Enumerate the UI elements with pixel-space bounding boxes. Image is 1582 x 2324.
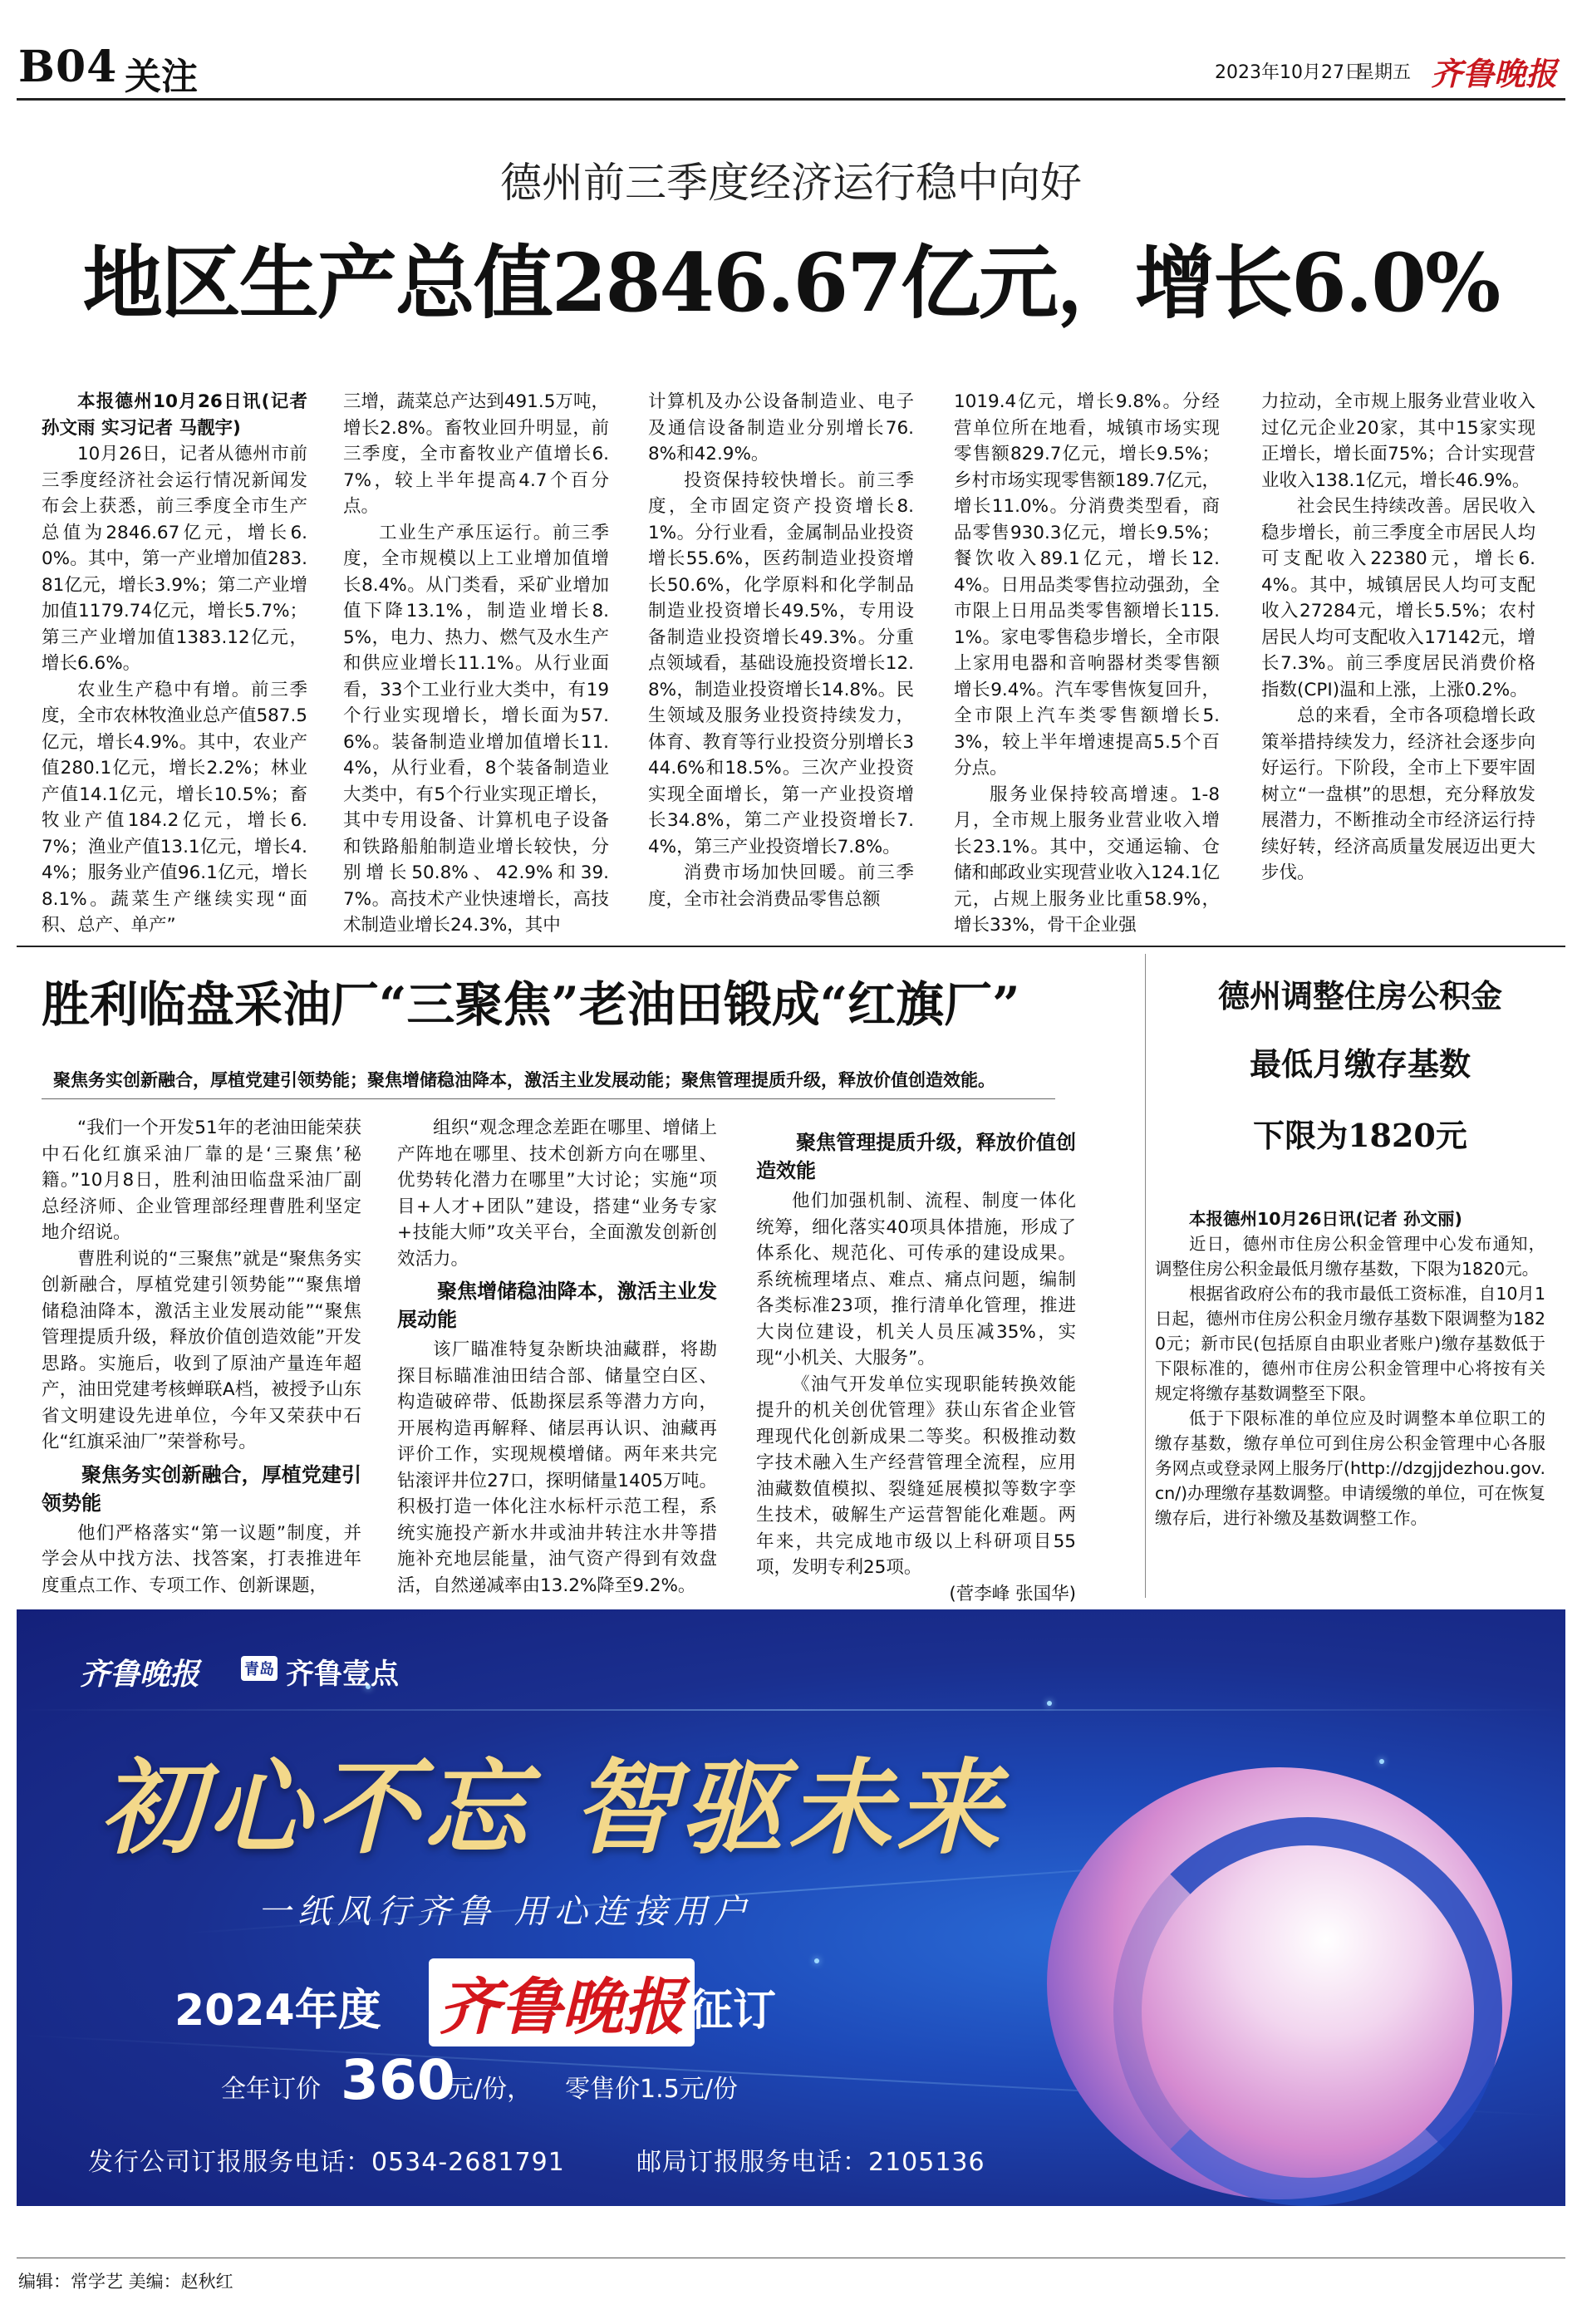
article3-byline: 本报德州10月26日讯(记者 孙文丽) <box>1189 1209 1462 1229</box>
article3-headline-line-1: 德州调整住房公积金 <box>1217 977 1502 1015</box>
article2-subheading: 聚焦增储稳油降本，激活主业发展动能 <box>397 1280 717 1331</box>
article2-column-3 <box>756 1123 1076 1607</box>
ad-logo-badge: 青岛 <box>241 1656 278 1681</box>
subscription-ad-banner <box>17 1609 1565 2206</box>
ad-slogan-sub: 一纸风行齐鲁 用心连接用户 <box>258 1893 754 1931</box>
article3-body <box>1155 1206 1545 1530</box>
article2-paragraph: 组织“观念理念差距在哪里、增储上产阵地在哪里、技术创新方向在哪里、优势转化潜力在哪里”大讨论；实施“项目+人才+团队”建设，搭建“业务专家+技能大师”攻关平台，全面激发创新创效活力。 <box>397 1118 717 1270</box>
article1-byline: 本报德州10月26日讯(记者 孙文雨 实习记者 马靓宇) <box>42 391 307 439</box>
issue-weekday: 星期五 <box>1356 62 1412 83</box>
article3-headline-line-3: 下限为1820元 <box>1253 1117 1467 1154</box>
article2-paragraph: “我们一个开发51年的老油田能荣获中石化红旗采油厂靠的是‘三聚焦’秘籍。”10月8日，胜利油田临盘采油厂副总经济师、企业管理部经理曹胜利坚定地介绍说。 <box>42 1118 361 1243</box>
article1-paragraph: 投资保持较快增长。前三季度，全市固定资产投资增长8.1%。分行业看，金属制品业投资增长55.6%，医药制造业投资增长50.6%，化学原料和化学制品制造业投资增长49.5%，专用设备制造业投资增长49.3%。分重点领域看，基础设施投资增长12.8%，制造业投资增长14.8%。民生领域及服务业投资持续发力，体育、教育等行业投资分别增长344.6%和18.5%。三次产业投资实现全面增长，第一产业投资增长34.8%，第二产业投资增长7.4%，第三产业投资增长7.8%。 <box>648 469 914 857</box>
article1-column-4 <box>954 389 1220 939</box>
article2-subheading: 聚焦务实创新融合，厚植党建引领势能 <box>42 1462 361 1515</box>
ad-price-value: 360 <box>341 2048 455 2112</box>
header-rule <box>17 98 1565 101</box>
article2-signature: (菅李峰 张国华) <box>949 1583 1076 1604</box>
ad-price-unit: 元/份， <box>449 2075 533 2104</box>
article1-kicker: 德州前三季度经济运行稳中向好 <box>500 159 1082 207</box>
masthead-logo: 齐鲁晚报 <box>1431 55 1558 92</box>
article1-paragraph: 力拉动，全市规上服务业营业收入过亿元企业20家，其中15家实现正增长，增长面75%；合计实现营业收入138.1亿元，增长46.9%。 <box>1261 391 1535 491</box>
article1-paragraph: 1019.4亿元，增长9.8%。分经营单位所在地看，城镇市场实现零售额829.7亿元，增长9.5%；乡村市场实现零售额189.7亿元，增长11.0%。分消费类型看，商品零售930.3亿元，增长9.5%；餐饮收入89.1亿元，增长12.4%。日用品类零售拉动强劲，全市限上日用品类零售额增长115.1%。家电零售稳步增长，全市限上家用电器和音响器材类零售额增长9.4%。汽车零售恢复回升，全市限上汽车类零售额增长5.3%，较上半年增速提高5.5个百分点。 <box>954 391 1220 779</box>
decorative-ring <box>1113 1817 1502 2206</box>
article1-paragraph: 农业生产稳中有增。前三季度，全市农林牧渔业总产值587.5亿元，增长4.9%。其中，农业产值280.1亿元，增长2.2%；林业产值14.1亿元，增长10.5%；畜牧业产值184.2亿元，增长6.7%；渔业产值13.1亿元，增长4.4%；服务业产值96.1亿元，增长8.1%。蔬菜生产继续实现“面积、总产、单产” <box>42 679 307 936</box>
ad-subscribe-brand: 齐鲁晚报 <box>429 1958 695 2046</box>
footer-editors: 编辑：常学艺 美编：赵秋红 <box>18 2272 233 2292</box>
article1-paragraph: 总的来看，全市各项稳增长政策举措持续发力，经济社会逐步向好运行。下阶段，全市上下要牢固树立“一盘棋”的思想，充分释放发展潜力，不断推动全市经济运行持续好转，经济高质量发展迈出更大步伐。 <box>1261 705 1535 883</box>
article1-paragraph: 消费市场加快回暖。前三季度，全市社会消费品零售总额 <box>648 862 914 910</box>
article2-paragraph: 《油气开发单位实现职能转换效能提升的机关创优管理》获山东省企业管理现代化创新成果二等奖。积极推动数字技术融入生产经营管理全流程，应用油藏数值模拟、裂缝延展模拟等数字孪生技术，破解生产运营智能化难题。两年来，共完成地市级以上科研项目55项，发明专利25项。 <box>756 1373 1076 1578</box>
ad-subscribe-suffix: 征订 <box>690 1986 777 2036</box>
article3-paragraph: 近日，德州市住房公积金管理中心发布通知，调整住房公积金最低月缴存基数，下限为1820元。 <box>1155 1234 1545 1279</box>
article2-subheading: 聚焦管理提质升级，释放价值创造效能 <box>756 1131 1076 1182</box>
ad-logo-qilu-yidian: 齐鲁壹点 <box>286 1658 399 1691</box>
article1-paragraph: 10月26日，记者从德州市前三季度经济社会运行情况新闻发布会上获悉，前三季度全市生产总值为2846.67亿元，增长6.0%。其中，第一产业增加值283.81亿元，增长3.9%；第二产业增加值1179.74亿元，增长5.7%；第三产业增加值1383.12亿元，增长6.6%。 <box>42 444 307 674</box>
article1-column-3 <box>648 389 914 912</box>
article2-paragraph: 他们加强机制、流程、制度一体化统筹，细化落实40项具体措施，形成了体系化、规范化、可传承的建设成果。系统梳理堵点、难点、痛点问题，编制各类标准23项，推行清单化管理，推进大岗位建设，机关人员压减35%，实现“小机关、大服务”。 <box>756 1191 1076 1368</box>
article1-column-2 <box>343 389 609 939</box>
article2-paragraph: 他们严格落实“第一议题”制度，并学会从中找方法、找答案，打表推进年度重点工作、专项工作、创新课题， <box>42 1522 361 1596</box>
article3-headline-line-2: 最低月缴存基数 <box>1249 1045 1471 1083</box>
article2-column-1 <box>42 1115 361 1599</box>
article1-bottom-rule <box>17 946 1565 947</box>
ad-phone-post: 邮局订报服务电话：2105136 <box>636 2148 985 2177</box>
page-code: B04 <box>18 42 118 92</box>
ad-logo-qilu-evening: 齐鲁晚报 <box>80 1657 200 1692</box>
section-label: 关注 <box>125 56 198 98</box>
article1-paragraph: 服务业保持较高增速。1-8月，全市规上服务业营业收入增长23.1%。其中，交通运输、仓储和邮政业实现营业收入124.1亿元，占规上服务业比重58.9%，增长33%，骨干企业强 <box>954 784 1220 936</box>
article1-paragraph: 计算机及办公设备制造业、电子及通信设备制造业分别增长76.8%和42.9%。 <box>648 391 914 464</box>
article2-paragraph: 曹胜利说的“三聚焦”就是“聚焦务实创新融合，厚植党建引领势能”“聚焦增储稳油降本，激活主业发展动能”“聚焦管理提质升级，释放价值创造效能”开发思路。实施后，收到了原油产量连年超产，油田党建考核蝉联A档，被授予山东省文明建设先进单位，今年又荣获中石化“红旗采油厂”荣誉称号。 <box>42 1248 361 1452</box>
ad-price-label: 全年订价 <box>221 2075 321 2104</box>
article3-paragraph: 低于下限标准的单位应及时调整本单位职工的缴存基数，缴存单位可到住房公积金管理中心各服务网点或登录网上服务厅(http://dzgjjdezhou.gov.cn/)办理缴存基数调整。申请缓缴的单位，可在恢复缴存后，进行补缴及基数调整工作。 <box>1155 1408 1545 1528</box>
article1-column-5 <box>1261 389 1535 887</box>
article2-lead-rule <box>42 1098 1055 1099</box>
article1-paragraph: 社会民生持续改善。居民收入稳步增长，前三季度全市居民人均可支配收入22380元，增长6.4%。其中，城镇居民人均可支配收入27284元，增长5.5%；农村居民人均可支配收入17142元，增长7.3%。前三季度居民消费价格指数(CPI)温和上涨，上涨0.2%。 <box>1261 496 1535 700</box>
article1-paragraph: 三增，蔬菜总产达到491.5万吨，增长2.8%。畜牧业回升明显，前三季度，全市畜牧业产值增长6.7%，较上半年提高4.7个百分点。 <box>343 391 609 517</box>
article1-headline: 地区生产总值2846.67亿元，增长6.0% <box>82 236 1500 330</box>
article2-paragraph: 该厂瞄准特复杂断块油藏群，将勘探目标瞄准油田结合部、储量空白区、构造破碎带、低勘探层系等潜力方向，开展构造再解释、储层再认识、油藏再评价工作，实现规模增储。两年来共完钻滚评井位27口，探明储量1405万吨。积极打造一体化注水标杆示范工程，系统实施投产新水井或油井转注水井等措施补充地层能量，油气资产得到有效盘活，自然递减率由13.2%降至9.2%。 <box>397 1339 717 1596</box>
article2-lead: 聚焦务实创新融合，厚植党建引领势能；聚焦增储稳油降本，激活主业发展动能；聚焦管理提质升级，释放价值创造效能。 <box>53 1070 995 1090</box>
column-divider <box>1145 954 1146 1598</box>
article2-headline: 胜利临盘采油厂“三聚焦”老油田锻成“红旗厂” <box>42 976 1020 1033</box>
ad-slogan-main: 初心不忘 智驱未来 <box>100 1748 1005 1869</box>
ad-subscribe-year: 2024年度 <box>174 1986 381 2036</box>
ad-retail-price: 零售价1.5元/份 <box>565 2075 738 2104</box>
article2-column-2 <box>397 1115 717 1599</box>
ad-phone-distribution: 发行公司订报服务电话：0534-2681791 <box>88 2148 565 2177</box>
article1-column-1 <box>42 389 307 939</box>
article1-paragraph: 工业生产承压运行。前三季度，全市规模以上工业增加值增长8.4%。从门类看，采矿业增加值下降13.1%，制造业增长8.5%，电力、热力、燃气及水生产和供应业增长11.1%。从行业面看，33个工业行业大类中，有19个行业实现增长，增长面为57.6%。装备制造业增加值增长11.4%，从行业看，8个装备制造业大类中，有5个行业实现正增长，其中专用设备、计算机电子设备和铁路船舶制造业增长较快，分别增长50.8%、42.9%和39.7%。高技术产业快速增长，高技术制造业增长24.3%，其中 <box>343 522 609 936</box>
article3-paragraph: 根据省政府公布的我市最低工资标准，自10月1日起，德州市住房公积金月缴存基数下限调整为1820元；新市民(包括原自由职业者账户)缴存基数低于下限标准的，德州市住房公积金管理中心将按有关规定将缴存基数调整至下限。 <box>1155 1284 1545 1403</box>
issue-date: 2023年10月27日 <box>1215 62 1363 83</box>
